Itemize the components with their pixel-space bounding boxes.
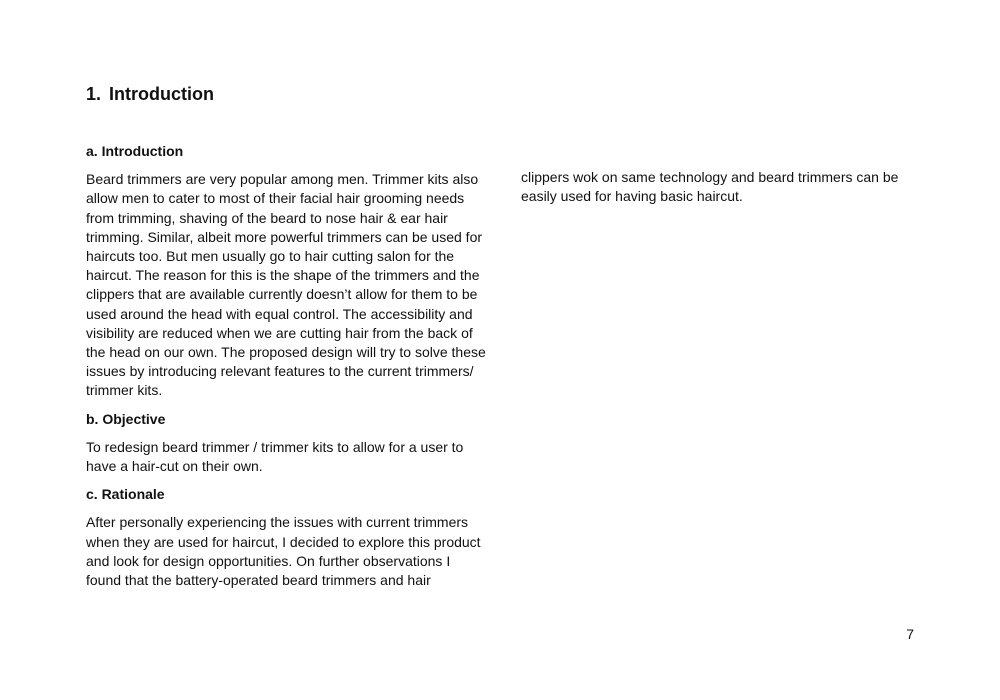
page-number: 7 [906, 626, 914, 642]
section-body-rationale: After personally experiencing the issues with current trimmers when they are used for haircut, I decided to explore this product and look for design opportunities. On further observations I found that the battery-operated beard trimmers and hair [86, 514, 481, 589]
chapter-title-text: Introduction [109, 84, 214, 104]
chapter-title [86, 83, 214, 105]
section-body-introduction: Beard trimmers are very popular among men. Trimmer kits also allow men to cater to most of their facial hair grooming needs from trimming, shaving of the beard to nose hair & ear hair trimming. Similar, albeit more powerful trimmers can be used for haircuts too. But men usually go to hair cutting salon for the haircut. The reason for this is the shape of the trimmers and the clippers that are available currently doesn’t allow for them to be used around the head with equal control. The accessibility and visibility are reduced when we are cutting hair from the back of the head on our own. The proposed design will try to solve these issues by introducing relevant features to the current trimmers/ trimmer kits. [86, 171, 486, 399]
section-body-objective: To redesign beard trimmer / trimmer kits to allow for a user to have a hair-cut on their own. [86, 438, 464, 475]
right-column [521, 168, 911, 206]
section-heading-objective: b. Objective [86, 410, 166, 427]
left-column [86, 142, 486, 590]
continued-paragraph: clippers wok on same technology and beard trimmers can be easily used for having basic haircut. [521, 169, 899, 205]
section-heading-introduction: a. Introduction [86, 143, 184, 159]
section-heading-rationale: c. Rationale [86, 486, 165, 503]
chapter-number: 1. [86, 84, 102, 104]
